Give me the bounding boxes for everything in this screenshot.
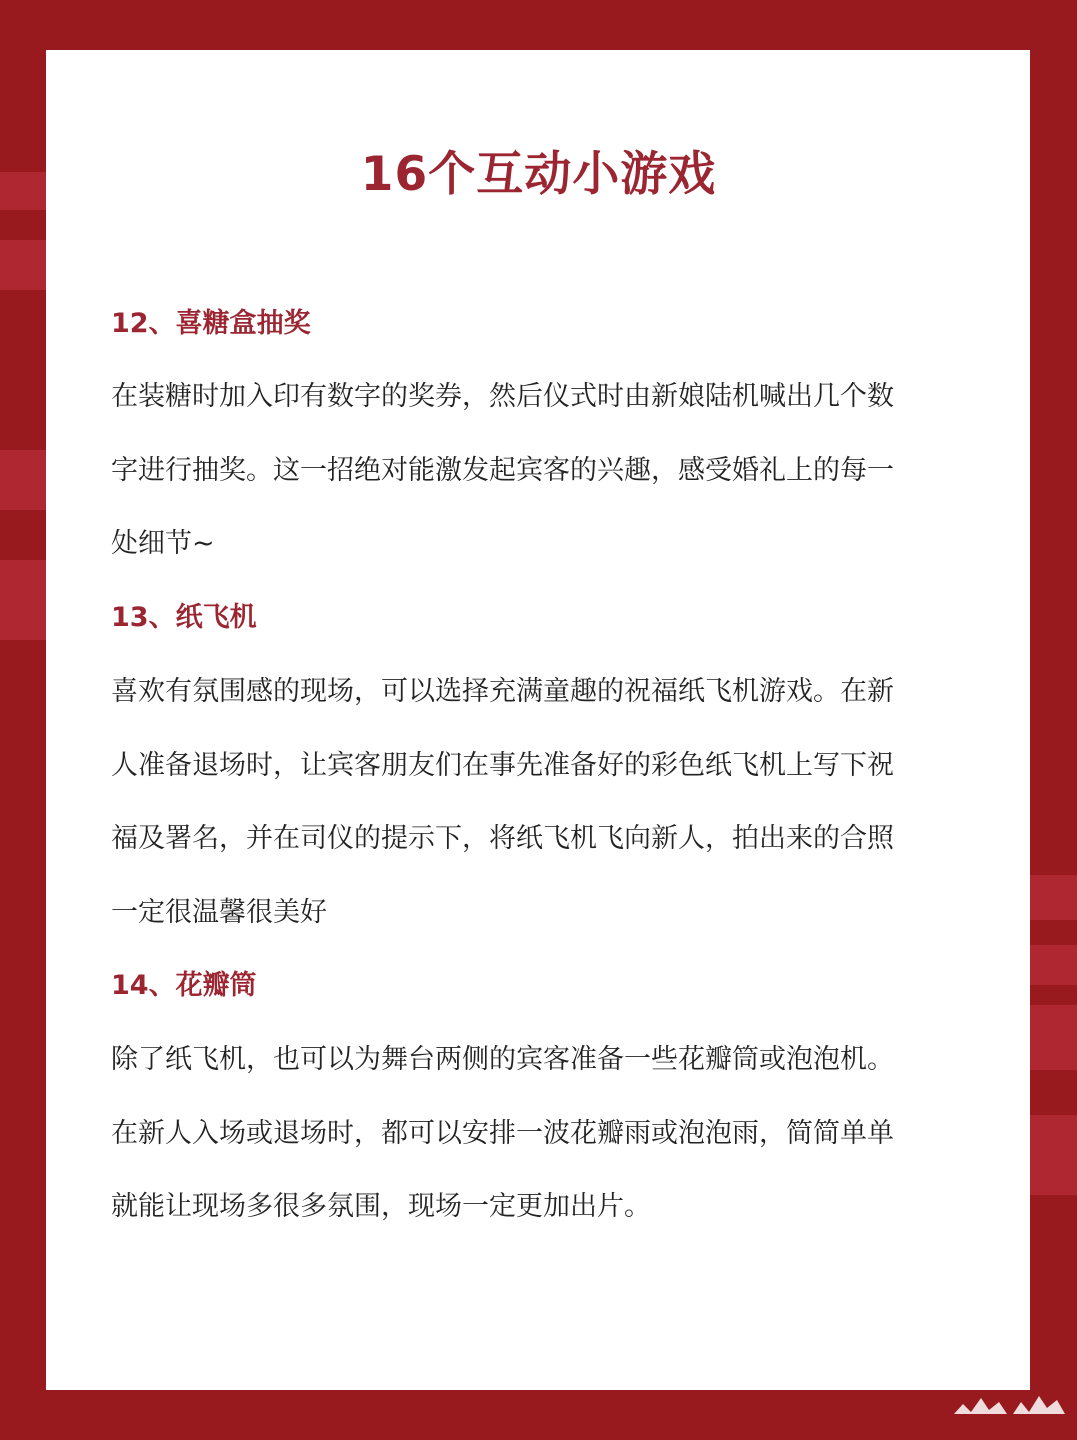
decorative-stripe bbox=[0, 240, 46, 290]
section-body-12: 在装糖时加入印有数字的奖券，然后仪式时由新娘陆机喊出几个数 字进行抽奖。这一招绝对能激发起宾客的兴趣，感受婚礼上的每一 处细节~ bbox=[111, 381, 894, 559]
watermark-icon bbox=[949, 1390, 1069, 1424]
decorative-stripe bbox=[1030, 875, 1077, 920]
section-heading-13: 13、纸飞机 bbox=[111, 602, 257, 633]
page-title: 16个互动小游戏 bbox=[360, 147, 717, 202]
section-heading-14: 14、花瓣筒 bbox=[111, 970, 257, 1001]
decorative-stripe bbox=[0, 560, 46, 640]
section-heading-12: 12、喜糖盒抽奖 bbox=[111, 308, 311, 339]
decorative-stripe bbox=[1030, 1005, 1077, 1070]
decorative-stripe bbox=[1030, 1115, 1077, 1195]
decorative-stripe bbox=[0, 450, 46, 510]
section-body-14: 除了纸飞机，也可以为舞台两侧的宾客准备一些花瓣筒或泡泡机。 在新人入场或退场时，都可以安排一波花瓣雨或泡泡雨，简简单单 就能让现场多很多氛围，现场一定更加出片。 bbox=[111, 1044, 894, 1222]
section-body-13: 喜欢有氛围感的现场，可以选择充满童趣的祝福纸飞机游戏。在新 人准备退场时，让宾客朋友们在事先准备好的彩色纸飞机上写下祝 福及署名，并在司仪的提示下，将纸飞机飞向新人，拍出来的合照 一定很温馨很美好 bbox=[111, 676, 894, 928]
decorative-stripe bbox=[1030, 945, 1077, 985]
